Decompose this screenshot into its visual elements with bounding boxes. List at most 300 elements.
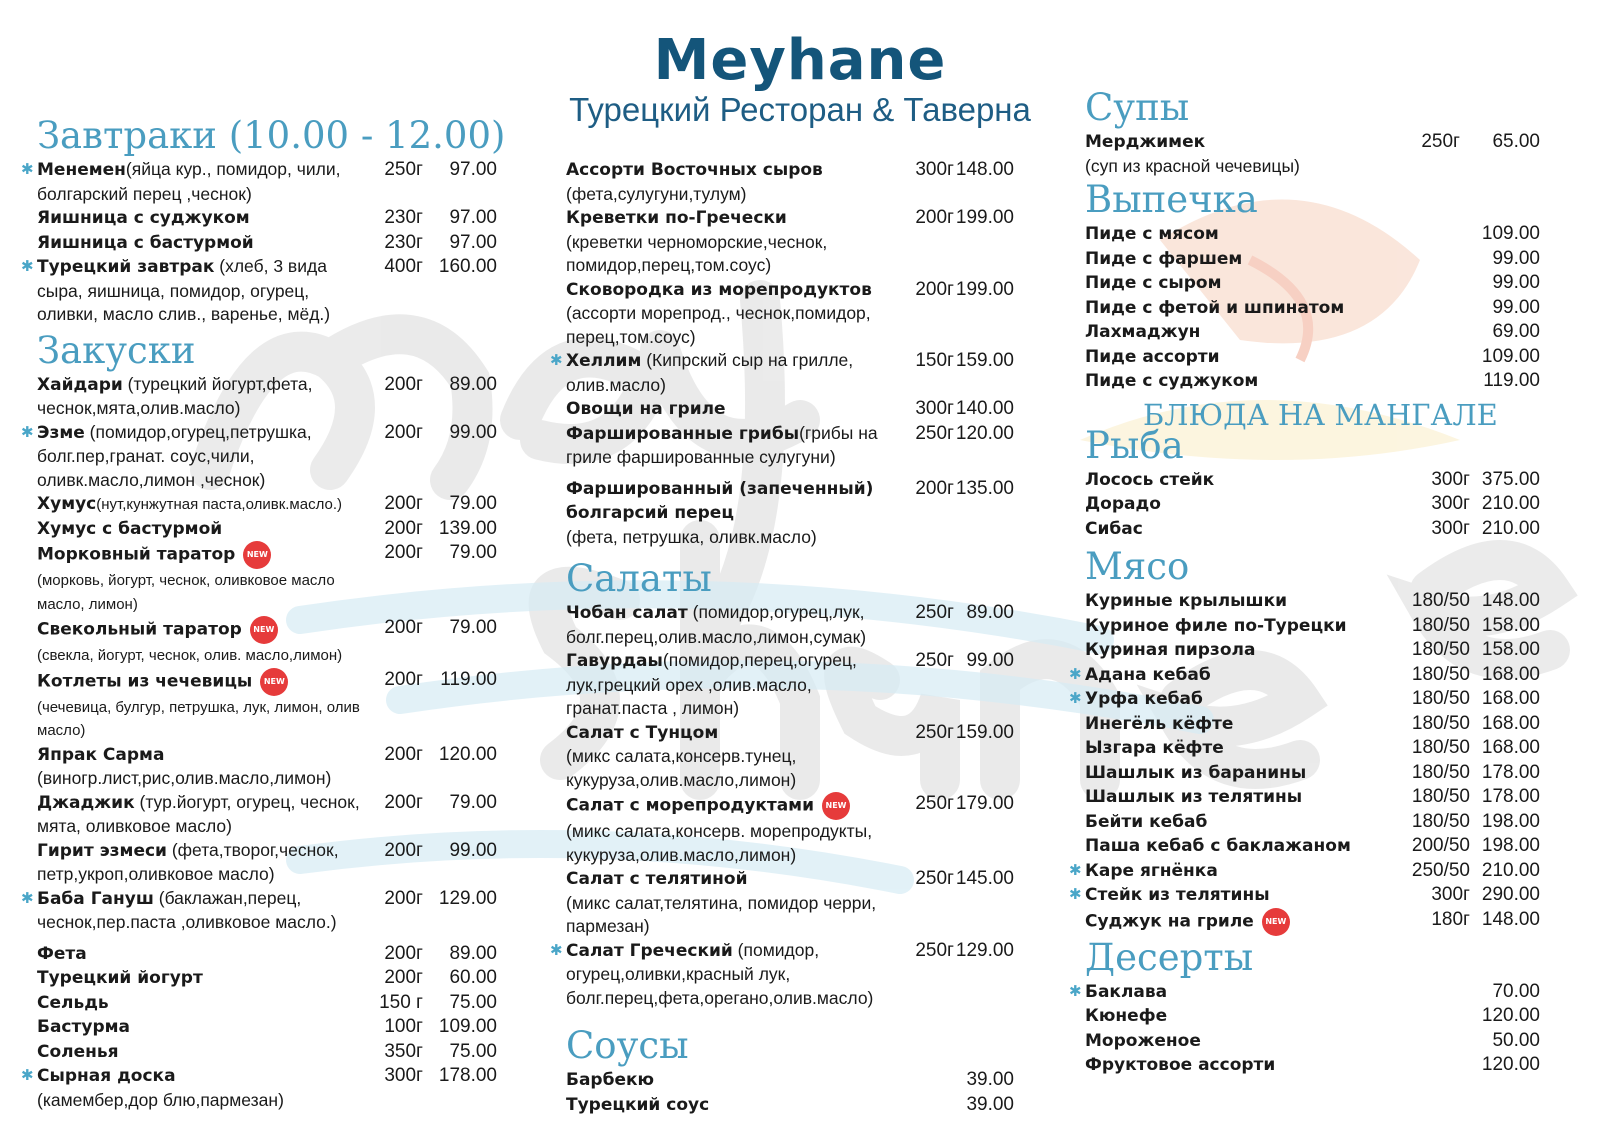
menu-item-weight: 180/50 [1411, 737, 1470, 758]
menu-item [37, 373, 497, 421]
menu-item [1085, 130, 1540, 178]
menu-item-text [1085, 492, 1385, 517]
menu-item [21, 158, 497, 206]
menu-item-weight: 180/50 [1411, 663, 1470, 685]
menu-item-name: Баба Гануш [37, 888, 154, 909]
menu-item [37, 942, 497, 967]
menu-item-text [566, 158, 886, 206]
menu-item-weight: 200г [384, 493, 423, 514]
menu-item-text [1085, 980, 1385, 1005]
menu-item-weight: 200г [915, 207, 954, 228]
menu-item-text [566, 792, 886, 867]
menu-item-description: (грибы на гриле фаршированные сулугуни) [566, 422, 878, 467]
menu-item-weight: 200г [915, 477, 954, 499]
menu-item-name: Яишница с бастурмой [37, 232, 254, 253]
menu-item-name: Турецкий йогурт [37, 968, 203, 988]
menu-item-price: 69.00 [1492, 321, 1540, 342]
menu-item-weight: 250/50 [1411, 859, 1470, 881]
menu-item-name: Ассорти Восточных сыров [566, 160, 823, 180]
menu-item-text [1085, 247, 1385, 272]
menu-item-text [566, 939, 886, 1011]
menu-item-name: Яишница с суджуком [37, 208, 250, 228]
menu-item-name: Салат с Тунцом [566, 722, 719, 743]
menu-item-text [566, 477, 886, 550]
menu-item-weight: 180/50 [1411, 590, 1470, 611]
menu-item-price: 99.00 [1492, 247, 1540, 269]
menu-item-price: 79.00 [449, 617, 497, 638]
menu-item-weight: 200г [384, 617, 423, 638]
menu-item-weight: 200г [384, 967, 423, 988]
menu-item [566, 601, 1014, 649]
menu-item-weight: 250г [915, 721, 954, 743]
menu-item-weight: 150г [915, 350, 954, 371]
menu-item-text [1085, 130, 1385, 178]
menu-item-name: Ызгара кёфте [1085, 738, 1224, 758]
menu-item [1085, 908, 1540, 936]
menu-item-description: (микс салат,телятина, помидор черри, пармезан) [566, 892, 877, 936]
menu-item-name: Мерджимек [1085, 132, 1206, 152]
menu-item [37, 541, 497, 616]
section-title: Закуски [37, 328, 196, 372]
menu-item [1085, 1029, 1540, 1054]
menu-item-text [37, 966, 362, 991]
star-icon: ✱ [21, 258, 34, 275]
menu-item [1085, 296, 1540, 321]
menu-item-price: 89.00 [966, 602, 1014, 623]
menu-item-description: (фета,сулугуни,тулум) [566, 183, 747, 204]
menu-item-weight: 300г [1431, 493, 1470, 514]
menu-item-weight: 350г [384, 1040, 423, 1062]
menu-item-description: (ассорти морепрод., чеснок,помидор, перец,том.соус) [566, 303, 871, 347]
menu-item [37, 1040, 497, 1065]
menu-item-price: 39.00 [966, 1069, 1014, 1090]
menu-item [1085, 614, 1540, 639]
menu-item-text [1085, 1053, 1385, 1078]
spacer [566, 1010, 1014, 1024]
menu-item [37, 839, 497, 887]
menu-item-weight: 250г [384, 159, 423, 180]
new-badge-icon: NEW [260, 668, 288, 696]
menu-column-center [550, 158, 1014, 1117]
menu-item-text [37, 231, 352, 256]
menu-item-name: Сибас [1085, 518, 1143, 539]
menu-item-price: 199.00 [955, 278, 1014, 300]
star-icon: ✱ [21, 889, 34, 907]
new-badge-icon: NEW [1262, 908, 1290, 936]
menu-item-price: 168.00 [1481, 737, 1540, 758]
grill-section-title: БЛЮДА НА МАНГАЛЕ [1143, 397, 1498, 432]
menu-item-weight: 180/50 [1411, 614, 1470, 636]
menu-item-text [1085, 785, 1385, 810]
new-badge-icon: NEW [822, 792, 850, 820]
menu-item-name: Хумус [37, 494, 97, 514]
star-icon: ✱ [1069, 861, 1082, 879]
menu-item-price: 158.00 [1481, 639, 1540, 660]
menu-item-text [37, 255, 352, 327]
menu-item [1085, 1004, 1540, 1029]
menu-item [37, 1015, 497, 1040]
menu-item-text [37, 839, 362, 887]
menu-item-name: Фаршированный (запеченный) болгарсий перец [566, 478, 874, 523]
star-icon: ✱ [1069, 886, 1082, 903]
menu-item-name: Паша кебаб с баклажаном [1085, 836, 1351, 856]
menu-item-text [1085, 517, 1385, 542]
menu-item-name: Бейти кебаб [1085, 811, 1208, 832]
menu-item [1085, 369, 1540, 394]
menu-item-price: 129.00 [955, 939, 1014, 961]
star-icon: ✱ [21, 161, 34, 178]
menu-item [566, 1093, 1014, 1118]
menu-item-weight: 100г [384, 1016, 423, 1037]
menu-item-description: (Кипрский сыр на грилле, олив.масло) [566, 350, 854, 395]
menu-item-name: Куриная пирзола [1085, 640, 1256, 660]
menu-item [566, 278, 1014, 350]
menu-item-price: 158.00 [1481, 614, 1540, 636]
menu-item-weight: 200г [384, 743, 423, 765]
menu-item-name: Менемен [37, 160, 126, 180]
menu-item-description: (помидор,огурец,лук, болг.перец,олив.масло,лимон,сумак) [566, 602, 867, 647]
menu-item [1085, 834, 1540, 859]
menu-item [1085, 810, 1540, 835]
menu-item-price: 159.00 [955, 721, 1014, 743]
menu-item-name: Фруктовое ассорти [1085, 1055, 1276, 1075]
menu-item-name: Мороженое [1085, 1030, 1201, 1051]
star-icon: ✱ [550, 941, 563, 959]
menu-item-description: (фета,творог,чеснок, петр,укроп,оливковое масло) [37, 839, 339, 884]
menu-item-price: 99.00 [449, 421, 497, 443]
menu-item [1069, 980, 1540, 1005]
menu-item-name: Барбекю [566, 1070, 655, 1090]
menu-item-weight: 250г [915, 650, 954, 671]
menu-item-name: Куриное филе по-Турецки [1085, 615, 1347, 636]
menu-item-price: 119.00 [1483, 370, 1540, 391]
menu-item [1085, 222, 1540, 247]
menu-item [37, 791, 497, 839]
menu-item-price: 179.00 [955, 793, 1014, 814]
menu-item-description: (виногр.лист,рис,олив.масло,лимон) [37, 768, 332, 788]
menu-item-description: (микс салата,консерв. морепродукты, кукуруза,олив.масло,лимон) [566, 821, 873, 865]
menu-item-text [37, 492, 362, 517]
menu-item [566, 477, 1014, 550]
menu-item-name: Сельдь [37, 992, 109, 1013]
menu-item-text [566, 721, 886, 793]
section-title: Соусы [566, 1024, 689, 1067]
section-title: Салаты [566, 557, 712, 600]
menu-item-text [37, 1040, 362, 1065]
menu-item-price: 148.00 [1481, 590, 1540, 611]
menu-item-weight: 200г [384, 839, 423, 861]
menu-item-name: Лахмаджун [1085, 322, 1201, 342]
menu-item [1085, 320, 1540, 345]
section-title: Завтраки (10.00 - 12.00) [37, 114, 506, 157]
menu-item-text [1085, 320, 1385, 345]
menu-item-price: 120.00 [955, 422, 1014, 444]
menu-item-text [37, 421, 362, 493]
menu-item [566, 649, 1014, 721]
menu-item-price: 89.00 [449, 942, 497, 964]
menu-item [21, 255, 497, 327]
menu-item-price: 178.00 [438, 1065, 497, 1086]
menu-item-weight: 200г [915, 278, 954, 300]
menu-item-text [1085, 908, 1385, 936]
menu-item-text [37, 373, 362, 421]
section-title: Мясо [1085, 545, 1190, 588]
menu-item-name: Стейк из телятины [1085, 885, 1270, 905]
star-icon: ✱ [550, 352, 563, 369]
menu-item-price: 109.00 [1481, 345, 1540, 367]
menu-item [566, 867, 1014, 939]
menu-item-price: 159.00 [955, 350, 1014, 371]
menu-item [566, 158, 1014, 206]
menu-item-text [566, 397, 886, 422]
menu-item-price: 99.00 [966, 650, 1014, 671]
menu-item-text [566, 649, 886, 721]
menu-item-name: Пиде с фаршем [1085, 248, 1243, 269]
menu-item-text [37, 616, 362, 668]
menu-item-weight: 200/50 [1411, 835, 1470, 856]
menu-item-weight: 180г [1431, 908, 1470, 930]
menu-item-price: 198.00 [1481, 835, 1540, 856]
menu-item [1085, 785, 1540, 810]
menu-item-description: (морковь, йогурт, чеснок, оливковое масло масло, лимон) [37, 572, 335, 613]
menu-item-text [1085, 859, 1385, 884]
menu-item-text [37, 1064, 362, 1112]
menu-item [1085, 736, 1540, 761]
menu-item-name: Чобан салат [566, 603, 688, 623]
menu-item-description: (фета, петрушка, оливк.масло) [566, 526, 817, 547]
star-icon: ✱ [1069, 982, 1082, 1000]
header [560, 30, 1040, 130]
menu-item-name: Инегёль кёфте [1085, 713, 1234, 734]
menu-item [566, 721, 1014, 793]
menu-item-weight: 250г [915, 939, 954, 961]
menu-item [1085, 638, 1540, 663]
menu-item-weight: 250г [1421, 131, 1460, 152]
menu-item-weight: 200г [384, 373, 423, 395]
section-title: Рыба [1085, 423, 1184, 467]
menu-item-text [1085, 1029, 1385, 1054]
menu-item [37, 991, 497, 1016]
menu-item-text [566, 278, 886, 350]
menu-item-name: Пиде с мясом [1085, 224, 1219, 244]
menu-item-text [37, 206, 352, 231]
menu-item [1085, 345, 1540, 370]
menu-item-text [1085, 614, 1385, 639]
menu-item-price: 120.00 [1481, 1054, 1540, 1075]
menu-item-price: 97.00 [449, 231, 497, 253]
menu-item-weight: 200г [384, 517, 423, 539]
menu-item-price: 109.00 [1481, 223, 1540, 244]
menu-item-description: (тур.йогурт, огурец, чеснок, мята, оливковое масло) [37, 791, 360, 836]
menu-item-name: Овощи на гриле [566, 399, 726, 419]
menu-item-name: Бастурма [37, 1017, 130, 1037]
menu-item [1085, 517, 1540, 542]
menu-item-text [1085, 736, 1385, 761]
menu-item-name: Соленья [37, 1041, 119, 1062]
menu-item-weight: 400г [384, 256, 423, 277]
menu-item-name: Пиде ассорти [1085, 346, 1220, 367]
menu-item-text [566, 206, 886, 278]
menu-item-name: Шашлык из телятины [1085, 787, 1303, 807]
menu-item-name: Котлеты из чечевицы [37, 671, 253, 692]
menu-item-name: Турецкий завтрак [37, 257, 215, 277]
menu-item [550, 349, 1014, 397]
menu-item-price: 145.00 [955, 868, 1014, 889]
menu-item-name: Каре ягнёнка [1085, 860, 1218, 881]
star-icon: ✱ [21, 423, 34, 441]
menu-item-name: Хайдари [37, 374, 123, 395]
menu-item [566, 1068, 1014, 1093]
menu-item [550, 939, 1014, 1011]
menu-item-text [37, 991, 362, 1016]
menu-item-price: 168.00 [1481, 663, 1540, 685]
menu-item-name: Сырная доска [37, 1066, 176, 1086]
menu-item-weight: 230г [384, 207, 423, 228]
menu-item-weight: 250г [915, 422, 954, 444]
menu-item-price: 290.00 [1481, 884, 1540, 905]
menu-item-description: (камембер,дор блю,пармезан) [37, 1089, 284, 1110]
menu-item-text [1085, 296, 1385, 321]
menu-item-price: 168.00 [1481, 712, 1540, 734]
menu-item-name: Креветки по-Гречески [566, 208, 787, 228]
menu-item-text [566, 1068, 886, 1093]
menu-item-text [566, 867, 886, 939]
menu-item-name: Баклава [1085, 981, 1168, 1002]
menu-item-description: (креветки черноморские,чеснок, помидор,перец,том.соус) [566, 231, 828, 275]
menu-item-name: Адана кебаб [1085, 664, 1211, 685]
menu-column-left [21, 114, 506, 1112]
section-title: Выпечка [1085, 178, 1258, 221]
menu-item-name: Гавурдаы [566, 651, 663, 671]
menu-item-weight: 180/50 [1411, 786, 1470, 807]
menu-item-description: (микс салата,консерв.тунец, кукуруза,олив.масло,лимон) [566, 746, 797, 790]
menu-item-name: Япрак Сарма [37, 744, 165, 765]
menu-item-text [37, 668, 362, 743]
menu-item-text [1085, 761, 1385, 786]
menu-item-price: 198.00 [1481, 810, 1540, 832]
menu-item-name: Хеллим [566, 351, 642, 371]
menu-item-text [566, 601, 886, 649]
menu-item-name: Кюнефе [1085, 1006, 1168, 1026]
menu-item-weight: 200г [384, 542, 423, 563]
menu-item-name: Эзме [37, 422, 85, 443]
menu-item-price: 65.00 [1492, 131, 1540, 152]
menu-item-name: Шашлык из баранины [1085, 762, 1307, 783]
menu-item-description: (помидор,перец,огурец, лук,грецкий орех ,олив.масло, гранат.паста , лимон) [566, 650, 857, 718]
menu-item [21, 887, 497, 935]
menu-item-name: Морковный таратор [37, 544, 236, 565]
menu-item-weight: 180/50 [1411, 688, 1470, 709]
menu-item-weight: 250г [915, 602, 954, 623]
menu-item-text [1085, 687, 1385, 712]
menu-item-price: 50.00 [1492, 1029, 1540, 1051]
menu-item-price: 79.00 [449, 791, 497, 813]
menu-item-text [566, 349, 886, 397]
menu-item-price: 178.00 [1481, 761, 1540, 783]
menu-item [37, 616, 497, 668]
menu-item [37, 966, 497, 991]
menu-item-price: 375.00 [1481, 468, 1540, 490]
menu-item-price: 139.00 [438, 517, 497, 539]
menu-item [566, 206, 1014, 278]
menu-item [1085, 247, 1540, 272]
menu-item-price: 148.00 [955, 159, 1014, 180]
menu-item-description: (суп из красной чечевицы) [1085, 155, 1300, 176]
menu-item-price: 79.00 [449, 542, 497, 563]
menu-item-text [1085, 810, 1385, 835]
menu-item-text [37, 791, 362, 839]
menu-item-name: Свекольный таратор [37, 619, 242, 640]
menu-item-text [1085, 663, 1385, 688]
menu-item-description: (помидор, огурец,оливки,красный лук, болг.перец,фета,орегано,олив.масло) [566, 939, 874, 1008]
menu-item-weight: 150 г [379, 991, 423, 1013]
menu-item [1069, 883, 1540, 908]
menu-item-name: Лосось стейк [1085, 469, 1215, 490]
menu-item [566, 792, 1014, 867]
menu-item-text [1085, 883, 1385, 908]
menu-item-price: 109.00 [438, 1016, 497, 1037]
menu-item [37, 492, 497, 517]
new-badge-icon: NEW [243, 541, 271, 569]
menu-item [566, 422, 1014, 470]
menu-item-name: Фаршированные грибы [566, 423, 800, 444]
menu-item [1085, 468, 1540, 493]
menu-item [1085, 712, 1540, 737]
menu-item-weight: 180/50 [1411, 639, 1470, 660]
menu-item-price: 39.00 [966, 1093, 1014, 1115]
star-icon: ✱ [1069, 690, 1082, 707]
menu-item-weight: 200г [384, 421, 423, 443]
menu-item-text [566, 422, 886, 470]
menu-item-weight: 180/50 [1411, 810, 1470, 832]
menu-item-price: 178.00 [1481, 786, 1540, 807]
section-title: Супы [1085, 86, 1190, 129]
menu-item-name: Дорадо [1085, 494, 1161, 514]
menu-item-name: Пиде с суджуком [1085, 371, 1259, 391]
menu-item-price: 99.00 [449, 839, 497, 861]
menu-item-text [37, 1015, 362, 1040]
section-title: Десерты [1085, 935, 1254, 979]
menu-item [37, 206, 497, 231]
menu-item-description: (яйца кур., помидор, чили, болгарский перец ,чеснок) [37, 159, 341, 204]
menu-item-price: 79.00 [449, 493, 497, 514]
menu-item-price: 119.00 [440, 668, 497, 690]
menu-item-weight: 250г [915, 793, 954, 814]
menu-item-text [566, 1093, 886, 1118]
menu-item [37, 517, 497, 542]
menu-item [1069, 859, 1540, 884]
menu-item-text [1085, 712, 1385, 737]
menu-item-text [1085, 834, 1385, 859]
menu-item-weight: 300г [1431, 517, 1470, 539]
menu-item-price: 135.00 [955, 477, 1014, 499]
menu-item-name: Хумус с бастурмой [37, 518, 223, 539]
star-icon: ✱ [1069, 665, 1082, 683]
menu-item-text [1085, 222, 1385, 247]
menu-item-weight: 200г [384, 668, 423, 690]
new-badge-icon: NEW [250, 616, 278, 644]
menu-item-weight: 200г [384, 942, 423, 964]
menu-item-weight: 230г [384, 231, 423, 253]
menu-item-text [1085, 369, 1385, 394]
menu-item-text [37, 942, 362, 967]
star-icon: ✱ [21, 1067, 34, 1084]
menu-item-description: (баклажан,перец, чеснок,пер.паста ,оливковое масло.) [37, 887, 337, 932]
menu-item [1085, 492, 1540, 517]
menu-item-weight: 180/50 [1411, 712, 1470, 734]
menu-item-weight: 300г [1431, 884, 1470, 905]
menu-item-name: Пиде с сыром [1085, 273, 1222, 293]
